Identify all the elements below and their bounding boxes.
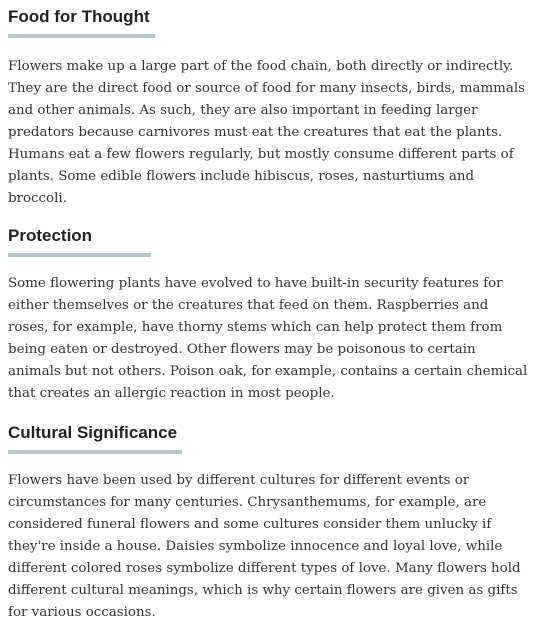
section-cultural-significance bbox=[8, 423, 530, 624]
section-paragraph: Flowers make up a large part of the food chain, both directly or indirectly. They are the direct food or source of food for many insects, birds, mammals and other animals. As such, they are also important in feeding larger predators because carnivores must eat the creatures that eat the plants. Humans eat a few flowers regularly, but mostly consume different parts of plants. Some edible flowers include hibiscus, roses, nasturtiums and broccoli. bbox=[8, 59, 526, 206]
heading-underline bbox=[8, 34, 155, 38]
section-heading: Cultural Significance bbox=[8, 423, 178, 442]
section-protection bbox=[8, 226, 530, 405]
section-paragraph: Some flowering plants have evolved to have built-in security features for either themselves or the creatures that feed on them. Raspberries and roses, for example, have thorny stems which can help protect them from being eaten or destroyed. Other flowers may be poisonous to certain animals but not others. Poison oak, for example, contains a certain chemical that creates an allergic reaction in most people. bbox=[8, 276, 528, 401]
section-heading: Food for Thought bbox=[8, 7, 150, 26]
heading-underline bbox=[8, 253, 151, 257]
section-food-for-thought bbox=[8, 7, 530, 210]
section-heading: Protection bbox=[8, 226, 93, 245]
heading-underline bbox=[8, 450, 182, 454]
section-paragraph: Flowers have been used by different cultures for different events or circumstances for many centuries. Chrysanthemums, for example, are considered funeral flowers and some cultures consider them unlucky if they're inside a house. Daisies symbolize innocence and loyal love, while different colored roses symbolize different types of love. Many flowers hold different cultural meanings, which is why certain flowers are given as gifts for various occasions. bbox=[8, 473, 521, 620]
